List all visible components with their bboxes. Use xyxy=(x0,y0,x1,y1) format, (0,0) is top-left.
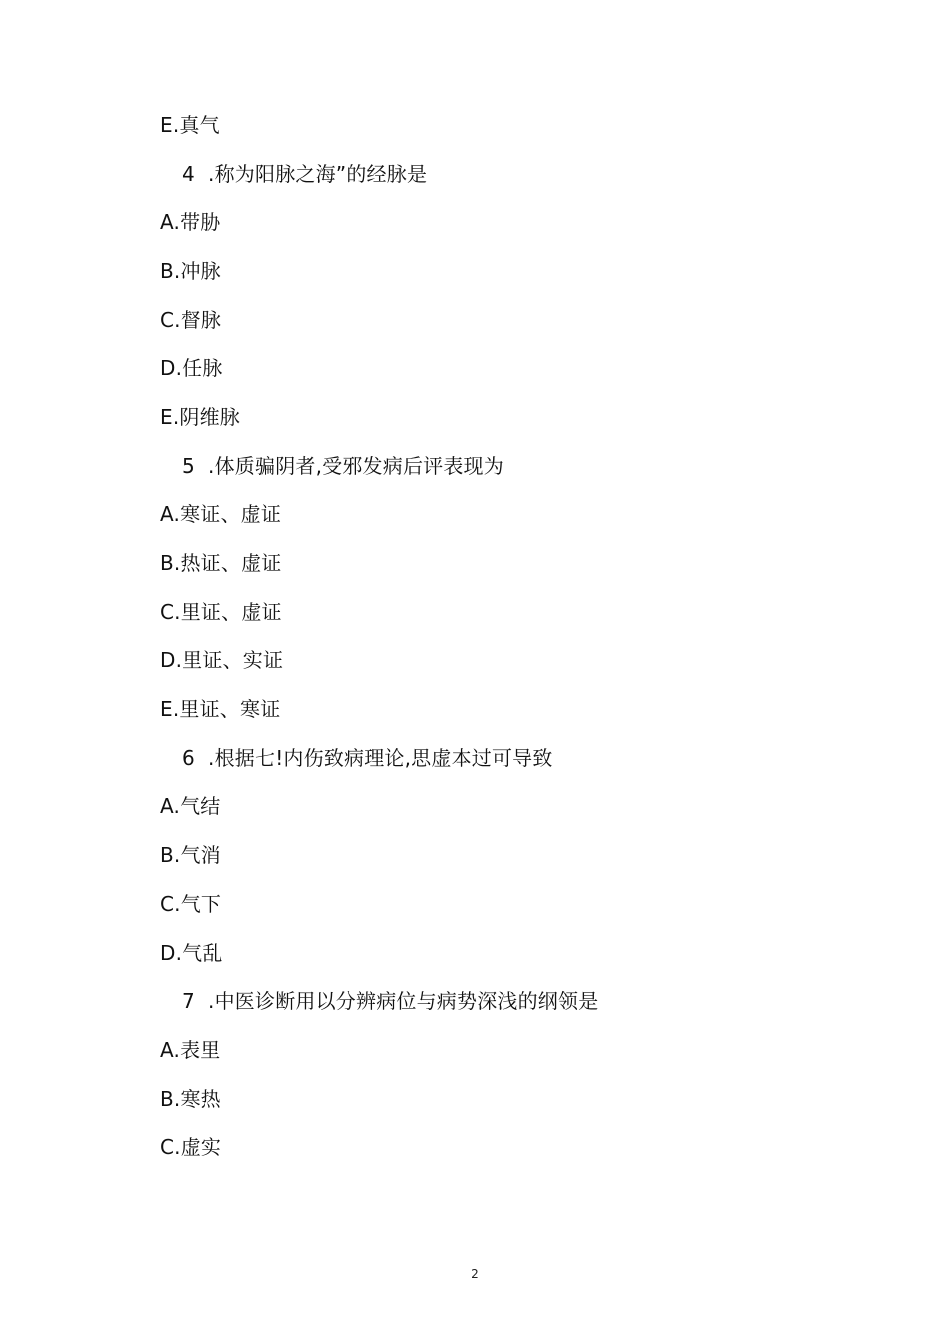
option-b-heat-deficiency: B.热证、虚证 xyxy=(160,551,282,575)
question-7: 7 .中医诊断用以分辨病位与病势深浅的纲领是 xyxy=(182,989,599,1013)
option-e-yinweimai: E.阴维脉 xyxy=(160,405,240,429)
option-e-true-qi: E.真气 xyxy=(160,113,220,137)
page-number: 2 xyxy=(471,1267,479,1281)
option-b-chongmai: B.冲脉 xyxy=(160,259,221,283)
option-e-interior-cold: E.里证、寒证 xyxy=(160,697,281,721)
option-a-daixie: A.带胁 xyxy=(160,210,221,234)
question-5: 5 .体质骗阴者,受邪发病后评表现为 xyxy=(182,454,504,478)
option-a-qi-knotted: A.气结 xyxy=(160,794,221,818)
option-d-interior-excess: D.里证、实证 xyxy=(160,648,284,672)
option-a-exterior-interior: A.表里 xyxy=(160,1038,221,1062)
option-b-qi-dispersed: B.气消 xyxy=(160,843,221,867)
question-6: 6 .根据七!内伤致病理论,思虚本过可导致 xyxy=(182,746,553,770)
option-c-qi-descends: C.气下 xyxy=(160,892,222,916)
option-a-cold-deficiency: A.寒证、虚证 xyxy=(160,502,282,526)
question-4: 4 .称为阳脉之海”的经脉是 xyxy=(182,162,428,186)
option-c-deficiency-excess: C.虚实 xyxy=(160,1135,222,1159)
option-b-cold-heat: B.寒热 xyxy=(160,1087,221,1111)
option-c-interior-deficiency: C.里证、虚证 xyxy=(160,600,282,624)
option-c-dumai: C.督脉 xyxy=(160,308,222,332)
option-d-qi-disordered: D.气乱 xyxy=(160,941,223,965)
option-d-renmai: D.任脉 xyxy=(160,356,223,380)
